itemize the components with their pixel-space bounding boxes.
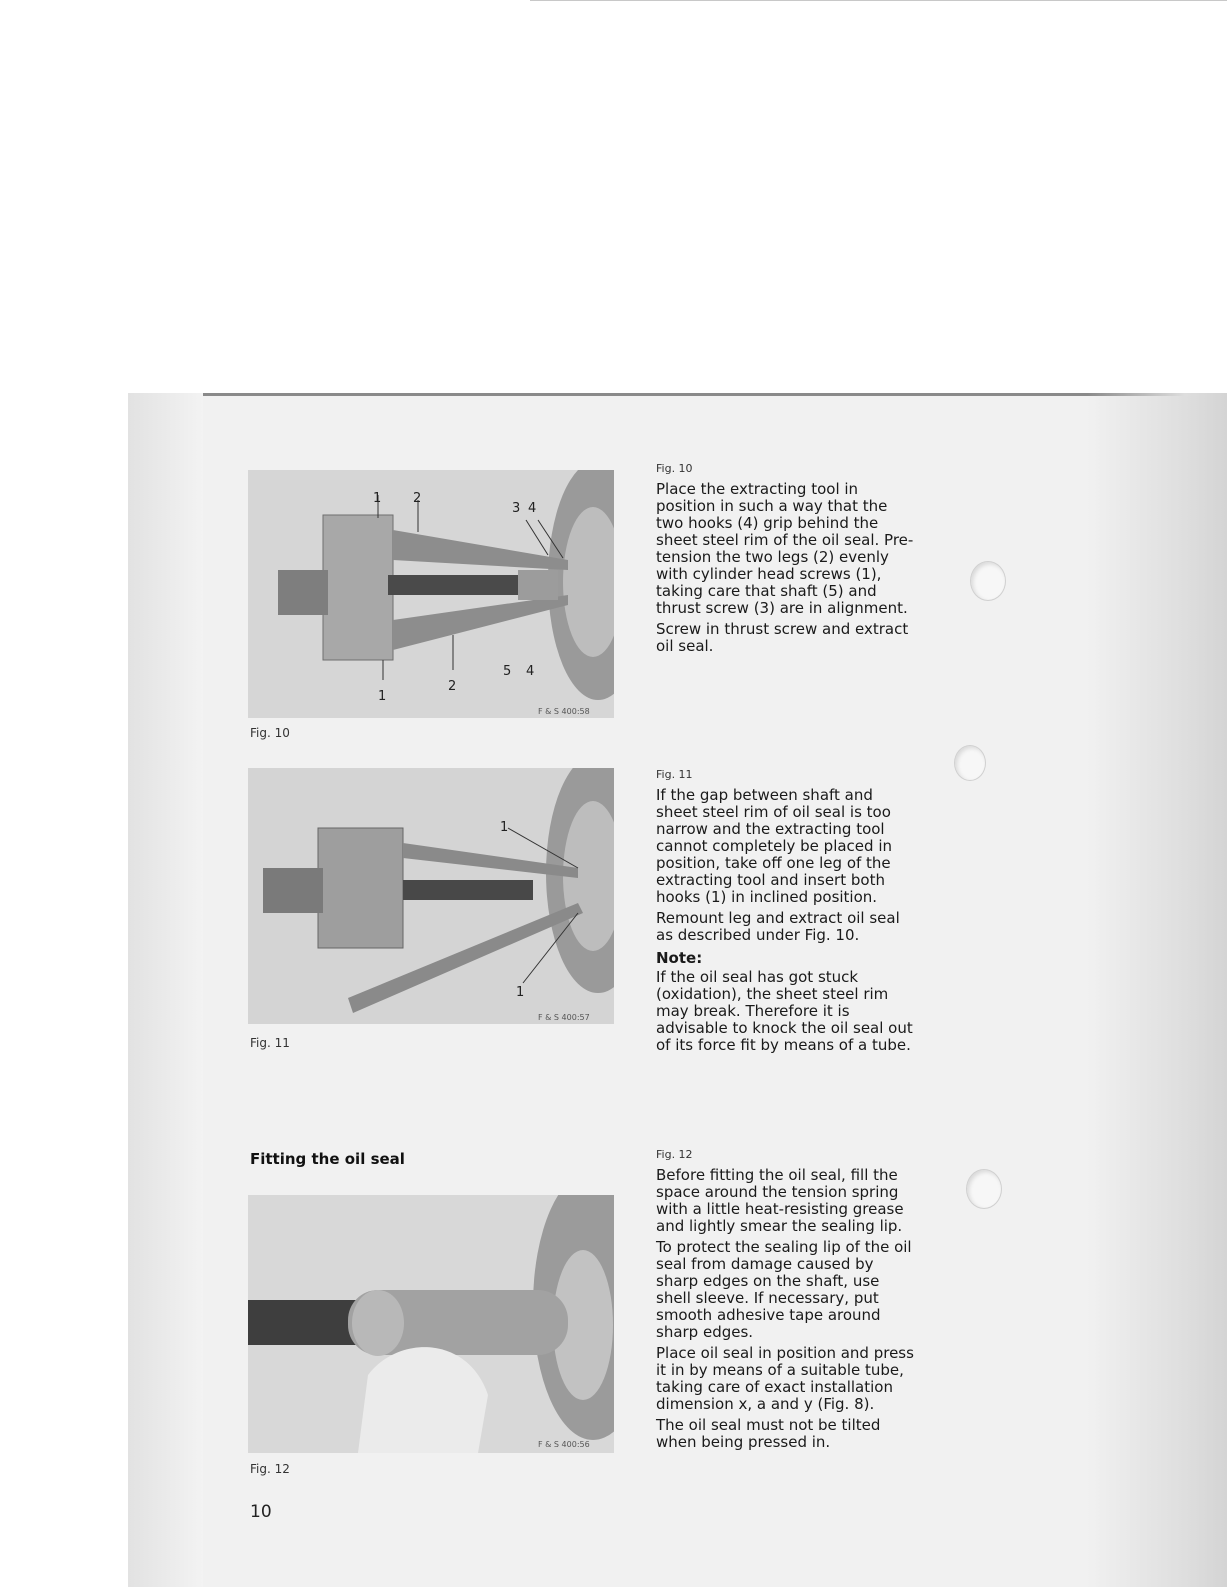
page-top-border — [203, 393, 1217, 396]
paragraph: The oil seal must not be tilted when being pressed in. — [656, 1416, 881, 1451]
paragraph: If the gap between shaft and sheet steel rim of oil seal is too narrow and the extracting tool cannot completely be placed in position, take off one leg of the extracting tool and insert both hooks (1) in inclined position. — [656, 786, 892, 906]
fig-12-label: Fig. 12 — [656, 1148, 693, 1161]
page-gutter — [128, 393, 203, 1587]
callout-label: 2 — [448, 679, 457, 694]
note-heading: Note: — [656, 949, 703, 967]
fig-10-text-block — [656, 460, 914, 659]
photo-code: F & S 400:58 — [538, 707, 590, 716]
scan-edge — [530, 0, 1227, 1]
paragraph: Place oil seal in position and press it in by means of a suitable tube, taking care of exact installation dimension x, a and y (Fig. 8). — [656, 1344, 914, 1413]
note-text: If the oil seal has got stuck (oxidation), the sheet steel rim may break. Therefore it is advisable to knock the oil seal out of its force fit by means of a tube. — [656, 968, 913, 1054]
paragraph: Place the extracting tool in position in such a way that the two hooks (4) grip behind the sheet steel rim of the oil seal. Pre-tension the two legs (2) evenly with cylinder head screws (1), taking care that shaft (5) and thrust screw (3) are in alignment. — [656, 480, 914, 617]
figure-11-caption: Fig. 11 — [250, 1036, 290, 1050]
paragraph: Remount leg and extract oil seal as described under Fig. 10. — [656, 909, 900, 944]
extracting-tool-photo — [248, 470, 614, 718]
fig-11-text-block — [656, 766, 914, 1058]
callout-label: 5 — [503, 664, 512, 679]
figure-10-photo — [248, 470, 614, 718]
page-right-shadow — [1087, 393, 1227, 1587]
photo-code: F & S 400:57 — [538, 1013, 590, 1022]
callout-label: 1 — [378, 689, 387, 704]
callout-label: 3 — [512, 501, 521, 516]
oil-seal-fitting-photo — [248, 1195, 614, 1453]
paragraph: To protect the sealing lip of the oil seal from damage caused by sharp edges on the shaft, use shell sleeve. If necessary, put smooth adhesive tape around sharp edges. — [656, 1238, 912, 1341]
figure-12-caption: Fig. 12 — [250, 1462, 290, 1476]
callout-label: 4 — [526, 664, 535, 679]
callout-label: 2 — [413, 491, 422, 506]
punch-hole-icon — [966, 1169, 1002, 1209]
photo-code: F & S 400:56 — [538, 1440, 590, 1449]
figure-10-caption: Fig. 10 — [250, 726, 290, 740]
fig-12-text-block — [656, 1146, 914, 1455]
paragraph: Screw in thrust screw and extract oil seal. — [656, 620, 909, 655]
fig-11-label: Fig. 11 — [656, 768, 693, 781]
figure-12-photo — [248, 1195, 614, 1453]
callout-label: 4 — [528, 501, 537, 516]
callout-label: 1 — [516, 985, 525, 1000]
section-title: Fitting the oil seal — [250, 1150, 405, 1168]
fig-10-label: Fig. 10 — [656, 462, 693, 475]
callout-label: 1 — [373, 491, 382, 506]
callout-label: 1 — [500, 820, 509, 835]
figure-11-photo — [248, 768, 614, 1024]
page-number: 10 — [250, 1502, 272, 1522]
punch-hole-icon — [970, 561, 1006, 601]
extracting-tool-inclined-photo — [248, 768, 614, 1024]
paragraph: Before fitting the oil seal, fill the space around the tension spring with a little heat-resisting grease and lightly smear the sealing lip. — [656, 1166, 904, 1235]
punch-hole-icon — [954, 745, 986, 781]
